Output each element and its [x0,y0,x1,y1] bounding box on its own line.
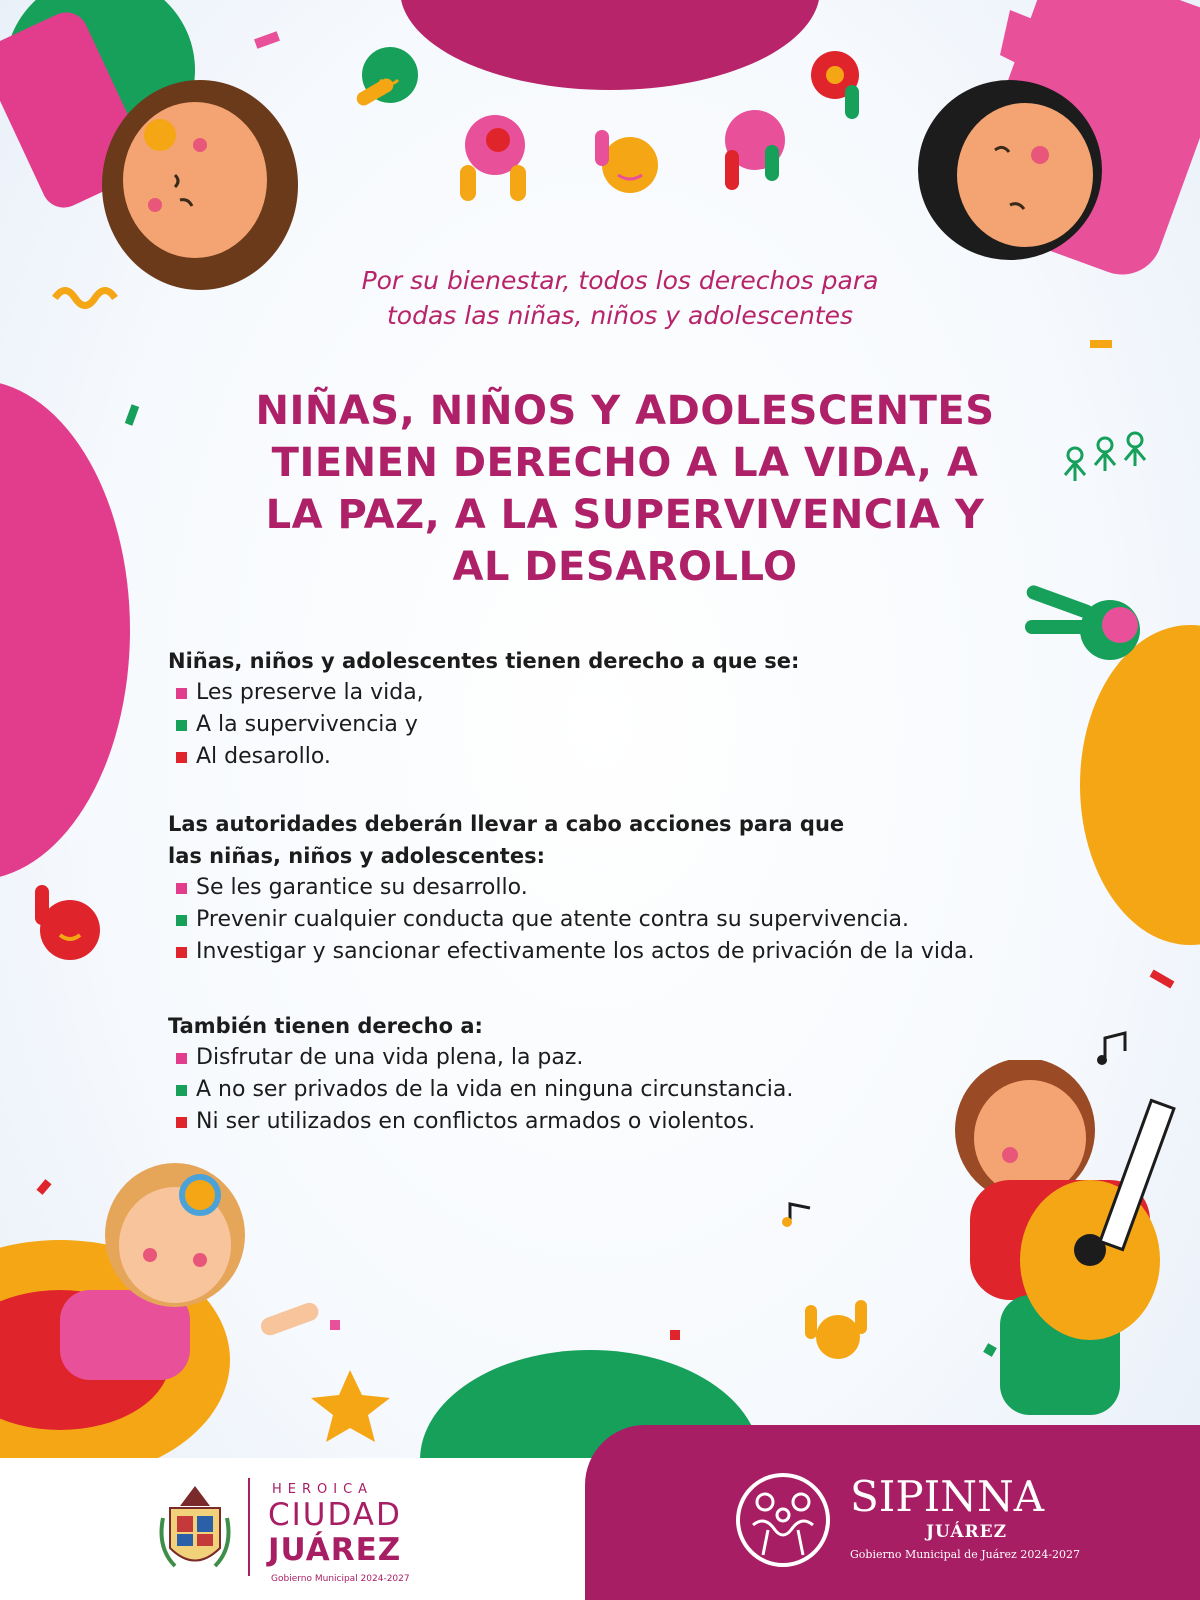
rights-section-3 [168,1010,1128,1138]
ciudad-label: CIUDAD [268,1497,402,1533]
coat-of-arms-logo [155,1478,235,1578]
juarez-label: JUÁREZ [268,1532,402,1568]
footer-divider [248,1478,250,1576]
title-line-4: AL DESAROLLO [452,544,798,590]
rights-list [168,1042,1128,1138]
sipinna-label: SIPINNA [850,1472,1045,1521]
list-item: Prevenir cualquier conducta que atente contra su supervivencia. [168,904,1128,936]
section-heading: Niñas, niños y adolescentes tienen derecho a que se: [168,649,800,673]
bullet-red-icon [176,752,187,763]
heroica-label: HEROICA [272,1482,374,1497]
bullet-pink-icon [176,688,187,699]
rights-section-2 [168,808,1128,968]
bullet-red-icon [176,1117,187,1128]
bullet-pink-icon [176,1053,187,1064]
list-item: Al desarollo. [168,741,1128,773]
title-line-2: TIENEN DERECHO A LA VIDA, A [271,440,979,486]
subtitle-line-1: Por su bienestar, todos los derechos para [361,266,879,295]
rights-section-1 [168,645,1128,773]
list-item: Les preserve la vida, [168,677,1128,709]
bullet-green-icon [176,1085,187,1096]
gobierno-right-label: Gobierno Municipal de Juárez 2024-2027 [850,1548,1081,1561]
list-item: Investigar y sancionar efectivamente los actos de privación de la vida. [168,936,1128,968]
list-item: Ni ser utilizados en conflictos armados o violentos. [168,1106,1128,1138]
rights-list [168,677,1128,773]
title-line-3: LA PAZ, A LA SUPERVIVENCIA Y [265,492,985,538]
list-item: Disfrutar de una vida plena, la paz. [168,1042,1128,1074]
bullet-red-icon [176,947,187,958]
subtitle-line-2: todas las niñas, niños y adolescentes [386,301,854,330]
section-heading-line-2: las niñas, niños y adolescentes: [168,844,545,868]
title-line-1: NIÑAS, NIÑOS Y ADOLESCENTES [255,388,995,434]
list-item: Se les garantice su desarrollo. [168,872,1128,904]
sipinna-logo [733,1470,833,1570]
section-heading-line-1: Las autoridades deberán llevar a cabo acciones para que [168,812,845,836]
page-title [215,385,1035,593]
rights-list [168,872,1128,968]
paper-chain-people-icon [1065,433,1145,481]
subtitle [250,263,990,333]
sipinna-sub-label: JUÁREZ [926,1522,1008,1542]
bullet-pink-icon [176,883,187,894]
bullet-green-icon [176,915,187,926]
list-item: A la supervivencia y [168,709,1128,741]
list-item: A no ser privados de la vida en ninguna circunstancia. [168,1074,1128,1106]
bullet-green-icon [176,720,187,731]
gobierno-left-label: Gobierno Municipal 2024-2027 [271,1574,410,1584]
section-heading: También tienen derecho a: [168,1014,483,1038]
